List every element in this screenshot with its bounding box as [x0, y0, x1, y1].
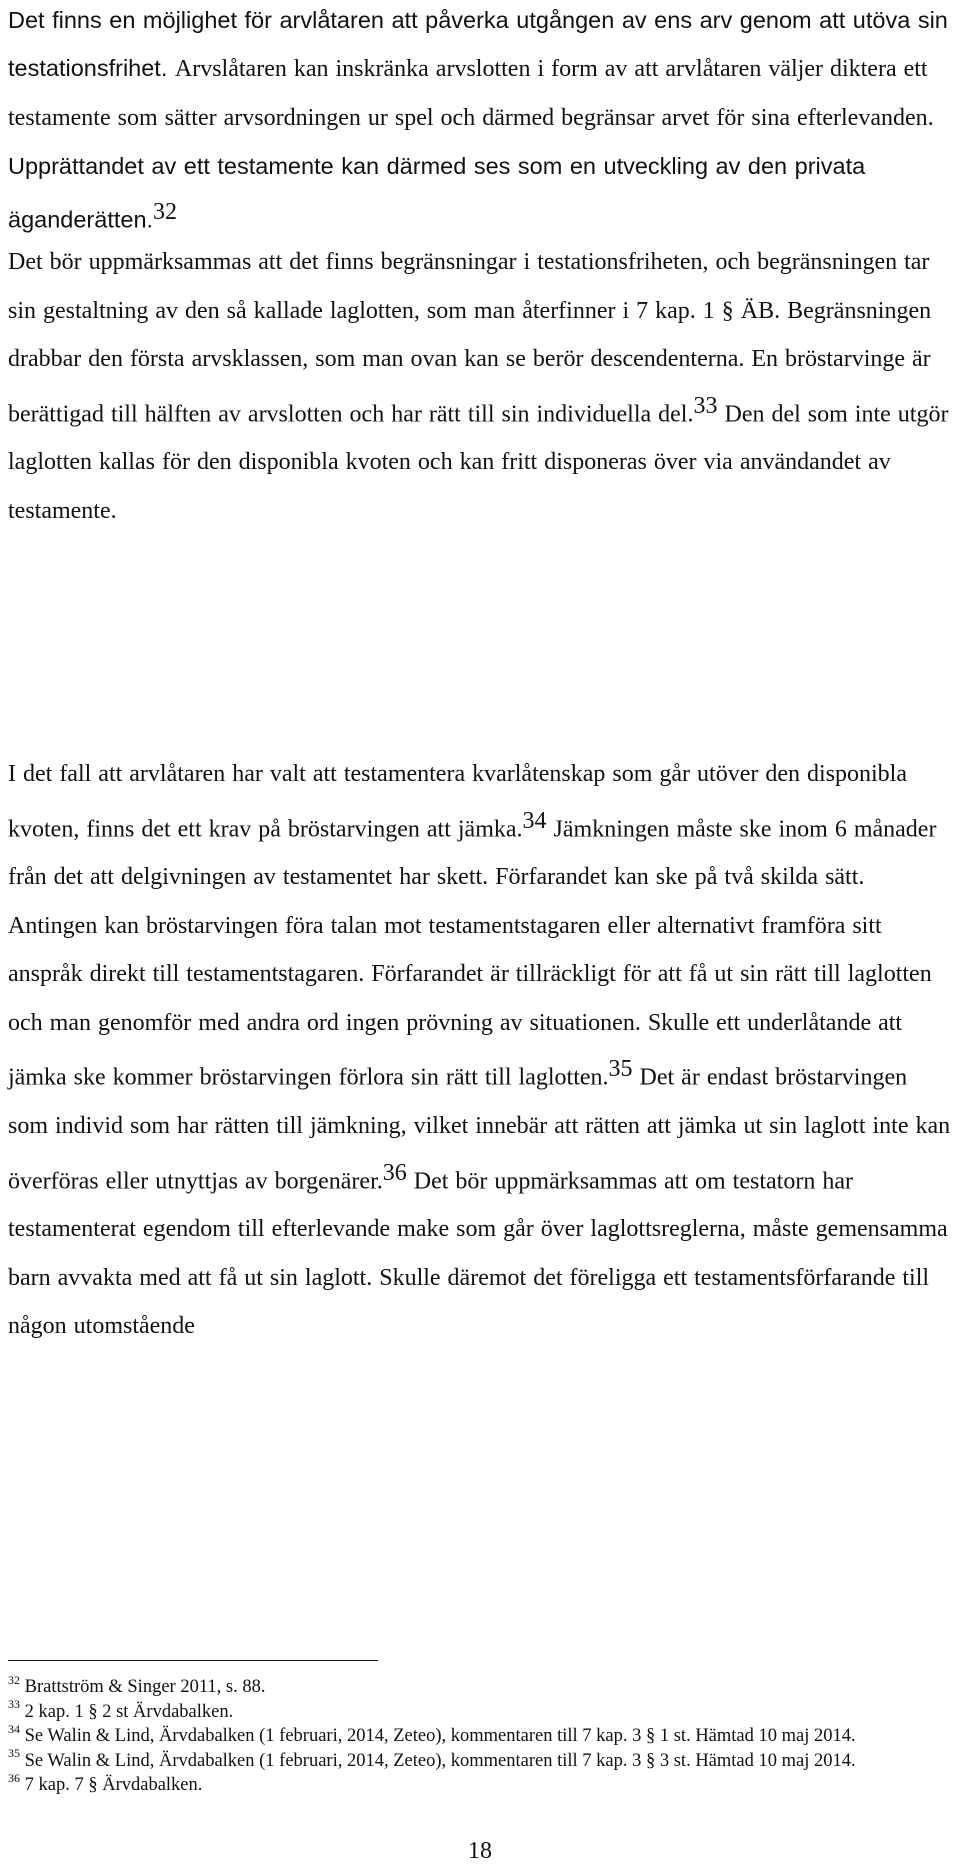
paragraph-2-part-1: Det bör uppmärksammas att det finns begränsningar i testationsfriheten, och begränsningen tar sin gestaltning av den så kallade laglotten, som man återfinner i 7 kap. 1 § ÄB. Begränsningen drabbar den första arvsklassen, som man ovan kan se berör descendenterna. En bröstarvinge är berättigad till hälften av arvslotten och har rätt till sin individuella del.	[8, 249, 932, 427]
paragraph-1-sentence-1: Det finns en möjlighet för arvlåtaren att påverka utgången av ens arv genom att utöva sin testationsfrihet.	[8, 7, 948, 81]
paragraph-3	[8, 750, 952, 1351]
footnote-number: 32	[8, 1672, 20, 1687]
footnote-number: 35	[8, 1746, 20, 1761]
paragraph-2-part-2: Den del som inte utgör laglotten kallas för den disponibla kvoten och kan fritt disponeras över via användandet av testamente.	[8, 400, 949, 524]
footnote-number: 36	[8, 1770, 20, 1785]
paragraph-1	[8, 0, 952, 243]
footnote-text: Brattström & Singer 2011, s. 88.	[20, 1677, 266, 1697]
footnote-32	[8, 1672, 952, 1700]
footnote-ref-35[interactable]: 35	[608, 1056, 633, 1083]
page-number: 18	[468, 1838, 492, 1864]
footnote-ref-33[interactable]: 33	[693, 392, 718, 419]
footnote-text: 2 kap. 1 § 2 st Ärvdabalken.	[20, 1701, 234, 1722]
footnote-number: 34	[8, 1721, 20, 1736]
paragraph-3-part-3: Det är endast bröstarvingen som individ som har rätten till jämkning, vilket innebär att rätten att jämka ut sin laglott inte kan överföras eller utnyttjas av borgenärer.	[8, 1064, 951, 1194]
footnote-35	[8, 1746, 952, 1774]
footnote-36	[8, 1770, 952, 1798]
footnote-text: Se Walin & Lind, Ärvdabalken (1 februari, 2014, Zeteo), kommentaren till 7 kap. 3 § 1 st. Hämtad 10 maj 2014.	[20, 1726, 856, 1746]
footnote-ref-34[interactable]: 34	[522, 807, 547, 834]
footnote-text: Se Walin & Lind, Ärvdabalken (1 februari, 2014, Zeteo), kommentaren till 7 kap. 3 § 3 st. Hämtad 10 maj 2014.	[20, 1750, 856, 1771]
footnote-ref-32[interactable]: 32	[153, 199, 178, 225]
footnote-ref-36[interactable]: 36	[382, 1159, 407, 1186]
paragraph-2	[8, 238, 952, 535]
paragraph-3-part-1: I det fall att arvlåtaren har valt att testamentera kvarlåtenskap som går utöver den disponibla kvoten, finns det ett krav på bröstarvingen att jämka.	[8, 761, 907, 842]
footnote-text: 7 kap. 7 § Ärvdabalken.	[20, 1775, 203, 1795]
paragraph-3-part-2: Jämkningen måste ske inom 6 månader från det att delgivningen av testamentet har skett. Förfarandet kan ske på två skilda sätt. Antingen kan bröstarvingen föra talan mot testamentstagaren eller alternativt framföra sitt anspråk direkt till testamentstagaren. Förfarandet är tillräckligt för att få ut sin rätt till laglotten och man genomför med andra ord ingen prövning av situationen. Skulle ett underlåtande att jämka ske kommer bröstarvingen förlora sin rätt till laglotten.	[8, 815, 937, 1091]
footnote-separator	[8, 1660, 378, 1661]
paragraph-3-part-4: Det bör uppmärksammas att om testatorn har testamenterat egendom till efterlevande make som går över laglottsreglerna, måste gemensamma barn avvakta med att få ut sin laglott. Skulle däremot det föreligga ett testamentsförfarande till någon utomstående	[8, 1167, 948, 1340]
paragraph-1-sentence-2: Arvslåtaren kan inskränka arvslotten i form av att arvlåtaren väljer diktera ett testamente som sätter arvsordningen ur spel och därmed begränsar arvet för sina efterlevanden.	[8, 56, 934, 131]
footnotes	[8, 1672, 952, 1798]
footnote-33	[8, 1697, 952, 1725]
footnote-34	[8, 1721, 952, 1749]
footnote-number: 33	[8, 1697, 20, 1712]
paragraph-1-sentence-3: Upprättandet av ett testamente kan därmed ses som en utveckling av den privata äganderätten.	[8, 153, 866, 233]
